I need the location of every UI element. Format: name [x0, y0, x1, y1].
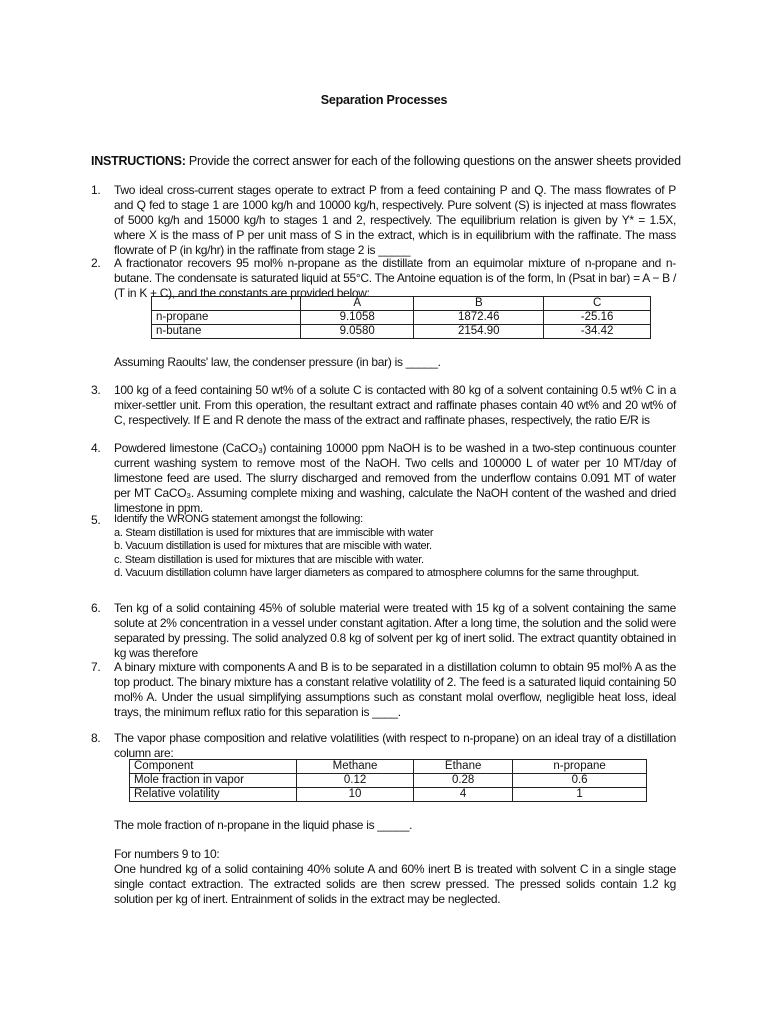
table-cell: 0.12	[297, 774, 414, 788]
question-text: Identify the WRONG statement amongst the following:	[114, 513, 363, 525]
question-number: 6.	[91, 601, 101, 615]
table-cell: 9.1058	[301, 311, 414, 325]
table-cell	[152, 297, 301, 311]
antoine-constants-table	[151, 296, 651, 339]
option-a: a. Steam distillation is used for mixtures that are immiscible with water	[114, 526, 434, 539]
question-number: 2.	[91, 256, 101, 270]
table-row	[130, 788, 647, 802]
question-4	[91, 441, 691, 516]
table-cell: -34.42	[544, 325, 651, 339]
question-text: A fractionator recovers 95 mol% n-propane as the distillate from an equimolar mixture of n-propane and n-butane. The condensate is saturated liquid at 55°C. The Antoine equation is of the form, ln (Psat in bar) = A − B / (T in K + C), and the constants are provided below:	[114, 256, 676, 300]
numbers-9-10-section	[91, 847, 691, 907]
question-7	[91, 660, 691, 720]
question-number: 4.	[91, 441, 101, 455]
table-cell: 1872.46	[414, 311, 544, 325]
table-cell: 9.0580	[301, 325, 414, 339]
instructions-label: INSTRUCTIONS:	[91, 154, 186, 168]
instructions-text: Provide the correct answer for each of the following questions on the answer sheets provided	[185, 154, 681, 168]
vapor-composition-table	[129, 759, 647, 802]
option-c: c. Steam distillation is used for mixtures that are miscible with water.	[114, 553, 424, 566]
table-cell: Relative volatility	[130, 788, 297, 802]
table-row	[130, 774, 647, 788]
question-text: Ten kg of a solid containing 45% of soluble material were treated with 15 kg of a solvent containing the same solute at 2% concentration in a vessel under constant agitation. After a long time, the solution and the solid were separated by pressing. The solid analyzed 0.8 kg of solvent per kg of inert solid. The extract quantity obtained in kg was therefore	[114, 601, 676, 660]
table-header: n-propane	[513, 760, 647, 774]
table-cell: Mole fraction in vapor	[130, 774, 297, 788]
question-5	[91, 513, 691, 581]
question-8	[91, 731, 691, 761]
table-cell: 4	[414, 788, 513, 802]
table-cell: n-propane	[152, 311, 301, 325]
question-3	[91, 383, 691, 428]
table-cell: 0.6	[513, 774, 647, 788]
table-header: Methane	[297, 760, 414, 774]
table-cell: -25.16	[544, 311, 651, 325]
table-header: C	[544, 297, 651, 311]
table-header: Component	[130, 760, 297, 774]
table-cell: n-butane	[152, 325, 301, 339]
question-number: 5.	[91, 513, 101, 527]
page-title: Separation Processes	[320, 93, 448, 107]
table-row	[152, 325, 651, 339]
section-heading: For numbers 9 to 10:	[114, 847, 220, 861]
table-header: Ethane	[414, 760, 513, 774]
question-number: 8.	[91, 731, 101, 745]
question-text: Assuming Raoults' law, the condenser pressure (in bar) is _____.	[114, 355, 441, 369]
table-header-row	[152, 297, 651, 311]
option-d: d. Vacuum distillation column have larger diameters as compared to atmosphere columns for the same throughput.	[114, 567, 640, 579]
question-text: Powdered limestone (CaCO₃) containing 10000 ppm NaOH is to be washed in a two-step continuous counter current washing system to remove most of the NaOH. Two cells and 100000 L of water per 10 MT/day of limestone feed are used. The slurry discharged and removed from the underflow contains 0.091 MT of water per MT CaCO₃. Assuming complete mixing and washing, calculate the NaOH content of the washed and dried limestone in ppm.	[114, 441, 676, 515]
option-b: b. Vacuum distillation is used for mixtures that are miscible with water.	[114, 540, 432, 552]
question-text: The mole fraction of n-propane in the liquid phase is _____.	[114, 818, 413, 832]
question-number: 3.	[91, 383, 101, 397]
section-text: One hundred kg of a solid containing 40% solute A and 60% inert B is treated with solvent C in a single stage single contact extraction. The extracted solids are then screw pressed. The pressed solids contain 1.2 kg solution per kg of inert. Entrainment of solids in the extract may be neglected.	[114, 862, 676, 906]
table-header: B	[414, 297, 544, 311]
table-cell: 10	[297, 788, 414, 802]
instructions	[91, 154, 691, 168]
question-text: 100 kg of a feed containing 50 wt% of a solute C is contacted with 80 kg of a solvent containing 0.5 wt% C in a mixer-settler unit. From this operation, the resultant extract and raffinate phases contain 40 wt% and 20 wt% of C, respectively. If E and R denote the mass of the extract and raffinate phases, respectively, the ratio E/R is	[114, 383, 676, 427]
table-row	[152, 311, 651, 325]
table-cell: 2154.90	[414, 325, 544, 339]
question-number: 7.	[91, 660, 101, 674]
question-text: A binary mixture with components A and B is to be separated in a distillation column to obtain 95 mol% A as the top product. The binary mixture has a constant relative volatility of 2. The feed is a saturated liquid containing 50 mol% A. Under the usual simplifying assumptions such as constant molal overflow, negligible heat loss, ideal trays, the minimum reflux ratio for this separation is ____.	[114, 660, 676, 719]
question-1	[91, 183, 691, 258]
table-header-row	[130, 760, 647, 774]
table-cell: 0.28	[414, 774, 513, 788]
question-text: Two ideal cross-current stages operate to extract P from a feed containing P and Q. The mass flowrates of P and Q fed to stage 1 are 1000 kg/h and 10000 kg/h, respectively. Pure solvent (S) is injected at mass flowrates of 5000 kg/h and 15000 kg/h to stages 1 and 2, respectively. The equilibrium relation is given by Y* = 1.5X, where X is the mass of P per unit mass of S in the extract, which is in equilibrium with the raffinate. The mass flowrate of P (in kg/hr) in the raffinate from stage 2 is _____	[114, 183, 676, 257]
question-number: 1.	[91, 183, 101, 197]
question-6	[91, 601, 691, 661]
question-text: The vapor phase composition and relative volatilities (with respect to n-propane) on an ideal tray of a distillation column are:	[114, 731, 676, 760]
question-2-followup	[91, 355, 691, 370]
table-cell: 1	[513, 788, 647, 802]
question-8-followup	[91, 818, 691, 833]
table-header: A	[301, 297, 414, 311]
question-2	[91, 256, 691, 301]
